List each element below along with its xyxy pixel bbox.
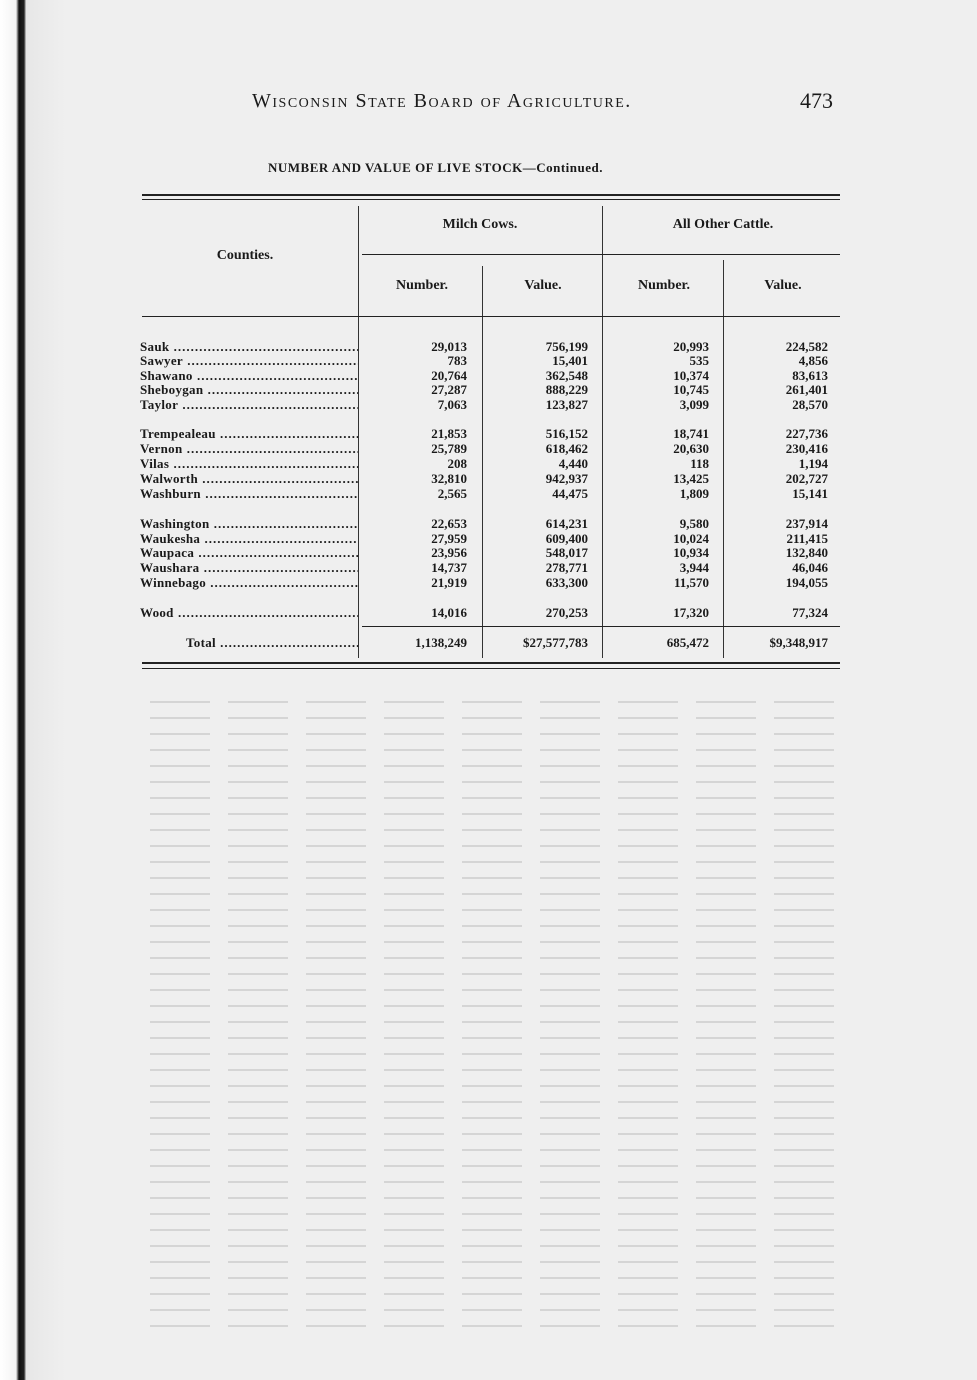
table-row: Vilas ..... 208 4,440 118 1,194: [140, 456, 840, 470]
bottom-double-rule-2: [142, 668, 840, 669]
header-bottom-rule: [142, 316, 840, 317]
table-row: Washington ..... 22,653 614,231 9,580 237,914: [140, 516, 840, 530]
table-row: Trempealeau ..... 21,853 516,152 18,741 227,736: [140, 426, 840, 440]
cows-number-header: Number.: [396, 278, 448, 293]
table-row: Washburn ..... 2,565 44,475 1,809 15,141: [140, 486, 840, 500]
table-row: Sauk ..... 29,013 756,199 20,993 224,582: [140, 339, 840, 353]
top-double-rule-2: [142, 199, 840, 200]
total-rule: [362, 626, 840, 627]
table-row: Walworth ..... 32,810 942,937 13,425 202,727: [140, 471, 840, 485]
other-cattle-header: All Other Cattle.: [672, 217, 774, 232]
page-number: 473: [800, 88, 833, 113]
milch-cows-header: Milch Cows.: [442, 217, 518, 232]
group-header-rule: [362, 254, 840, 255]
counties-header: Counties.: [216, 248, 274, 263]
table-title: NUMBER AND VALUE OF LIVE STOCK—Continued.: [268, 160, 603, 175]
running-head: Wisconsin State Board of Agriculture.: [252, 90, 632, 112]
table-row: Vernon ..... 25,789 618,462 20,630 230,416: [140, 441, 840, 455]
table-row: Sheboygan ..... 27,287 888,229 10,745 261,401: [140, 382, 840, 396]
total-row: Total ..... 1,138,249 $27,577,783 685,472 $9,348,917: [140, 635, 840, 649]
bottom-double-rule: [142, 662, 840, 664]
table-row: Taylor ..... 7,063 123,827 3,099 28,570: [140, 397, 840, 411]
book-gutter: [0, 0, 26, 1380]
top-double-rule: [142, 194, 840, 196]
table-row: Sawyer ..... 783 15,401 535 4,856: [140, 353, 840, 367]
table-row: Waushara ..... 14,737 278,771 3,944 46,046: [140, 560, 840, 574]
table-row: Wood ..... 14,016 270,253 17,320 77,324: [140, 605, 840, 619]
table-row: Shawano ..... 20,764 362,548 10,374 83,613: [140, 368, 840, 382]
cows-value-header: Value.: [524, 278, 562, 293]
table-row: Waukesha ..... 27,959 609,400 10,024 211,415: [140, 531, 840, 545]
other-number-header: Number.: [638, 278, 690, 293]
table-row: Winnebago ..... 21,919 633,300 11,570 194,055: [140, 575, 840, 589]
other-value-header: Value.: [764, 278, 802, 293]
table-row: Waupaca ..... 23,956 548,017 10,934 132,840: [140, 545, 840, 559]
bleed-through-text: [150, 690, 850, 1330]
